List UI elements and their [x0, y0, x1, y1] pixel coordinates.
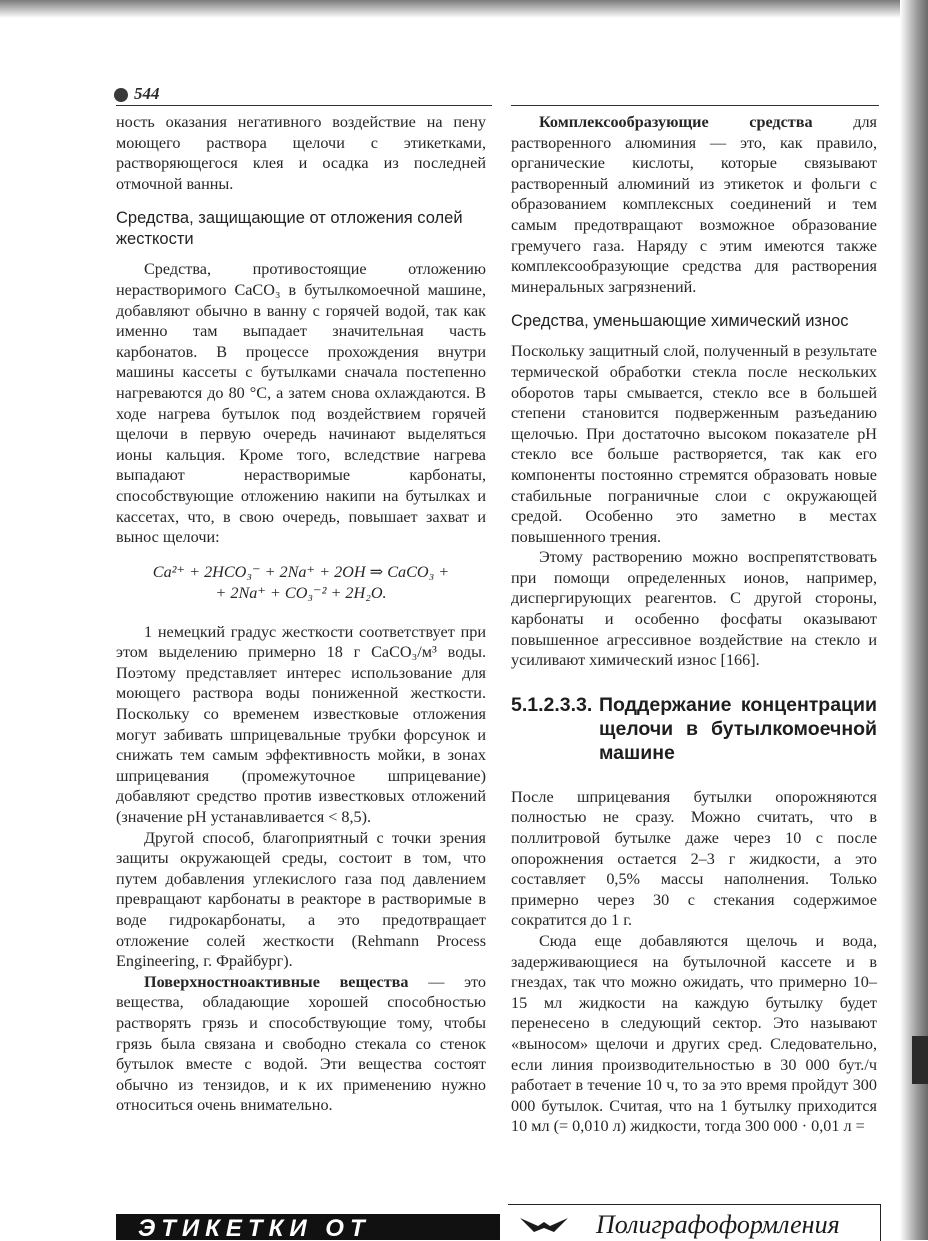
paragraph — [116, 972, 486, 1116]
paragraph: ность оказания негативного воздействие на пену моющего раствора щелочи с этикетками, растворяющегося клея и осадка из последней отмочной ванны. — [116, 113, 486, 193]
paragraph: Поскольку защитный слой, полученный в результате термической обработки стекла после нескольких оборотов тары смывается, стекло все в большей степени становится подверженным разъеданию щелочью. При достаточно высоком показателе pH стекло все больше растворяется, так как его компоненты постоянно стремятся образовать новые стабильные пограничные слои с окружающей средой. Особенно это заметно в местах повышенного трения. — [511, 342, 877, 546]
paragraph-lead: Поверхностноактивные вещества — [144, 972, 409, 991]
edge-thumb-tab — [912, 1036, 928, 1084]
page-header — [110, 84, 882, 106]
paragraph: После шприцевания бутылки опорожняются полностью не сразу. Можно считать, что в поллитровой бутылке даже через 10 с после опорожнения остается 2–3 г жидкости, а это составляет 0,5% массы наполнения. Только примерно через 30 с стекания содержимое сократится до 1 г. — [511, 787, 877, 930]
section-number: 5.1.2.3.3. — [511, 693, 593, 716]
footer-banner-left: ЭТИКЕТКИ ОТ — [116, 1214, 500, 1240]
subheading: Средства, защищающие от отложения солей жесткости — [116, 209, 463, 249]
header-rule-left — [116, 105, 492, 106]
footer-banner-right: Полиграфоформления — [596, 1210, 840, 1239]
equation-line: + 2Na⁺ + CO₃⁻² + 2H₂O. — [215, 583, 387, 602]
paragraph: Другой способ, благоприятный с точки зрения защиты окружающей среды, состоит в том, что путем добавления углекислого газа под давлением превращают карбонаты в реакторе в растворимые в воде гидрокарбонаты, а это предотвращает отложение солей жесткости (Rehmann Process Engineering, г. Фрайбург). — [116, 828, 486, 971]
bird-logo-icon — [518, 1212, 570, 1240]
paragraph: Этому растворению можно воспрепятствовать при помощи определенных ионов, например, диспергирующих реагентов. С другой стороны, карбонаты и особенно фосфаты оказывают повышенное агрессивное воздействие на стекло и усиливают химический износ [166]. — [511, 548, 877, 670]
paragraph-lead: Комплексообразующие средства — [539, 113, 813, 131]
right-column — [511, 112, 877, 1137]
section-heading — [511, 693, 877, 765]
left-column — [116, 112, 486, 1116]
page-marker-icon — [114, 88, 128, 102]
scan-top-shadow — [0, 0, 928, 18]
paragraph: 1 немецкий градус жесткости соответствует при этом выделению примерно 18 г CaCO₃/м³ воды. Поэтому представляет интерес использование для моющего раствора воды пониженной жесткости. Поскольку со временем известковые отложения могут забивать шприцевальные трубки форсунок и снижать тем самым эффективность мойки, в зонах шприцевания (промежуточное шприцевание) добавляют средство против известковых отложений (значение pH устанавливается < 8,5). — [116, 622, 486, 827]
paragraph — [511, 112, 877, 297]
paragraph-body: — это вещества, обладающие хорошей способностью растворять грязь и способствующие тому, чтобы грязь была связана и свободно стекала со стенок бутылок вместе с водой. Эти вещества состоят обычно из тензидов, и к их применению нужно относиться очень внимательно. — [116, 972, 486, 1115]
paragraph-body: для растворенного алюминия — это, как правило, органические кислоты, которые связывают растворенный алюминий из этикеток и фольги с образованием комплексных соединений и тем самым предотвращают возможное образование гремучего газа. Наряду с этим имеются также комплексообразующие средства для растворения минеральных загрязнений. — [511, 113, 877, 296]
paragraph: Средства, противостоящие отложению нерастворимого CaCO₃ в бутылкомоечной машине, добавляют обычно в ванну с горячей водой, так как именно там выпадает значительная часть карбонатов. В процессе прохождения внутри машины кассеты с бутылками сначала постепенно нагреваются до 80 °С, а затем снова охлаждаются. В ходе нагрева бутылок под воздействием горячей щелочи в первую очередь начинают выделяться ионы кальция. Кроме того, вследствие нагрева выпадают нерастворимые карбонаты, способствующие отложению накипи на бутылках и кассетах, что, в свою очередь, повышает захват и вынос щелочи: — [116, 260, 486, 547]
header-rule-right — [511, 105, 879, 106]
chemical-equation — [116, 562, 486, 604]
equation-line: Ca²⁺ + 2HCO₃⁻ + 2Na⁺ + 2OH ⇒ CaCO₃ + — [152, 562, 450, 581]
paragraph: Сюда еще добавляются щелочь и вода, задерживающиеся на бутылочной кассете и в гнездах, так что можно ожидать, что примерно 10–15 мл жидкости на каждую бутылку будет перенесено в следующий сектор. Это называют «выносом» щелочи и других сред. Следовательно, если линия производительностью в 30 000 бут./ч работает в течение 10 ч, то за это время пройдут 300 000 бутылок. Считая, что на 1 бутылку приходится 10 мл (= 0,010 л) жидкости, тогда 300 000 · 0,01 л = — [511, 932, 877, 1136]
page-number: 544 — [134, 84, 160, 103]
section-title: Поддержание концентрации щелочи в бутылкомоечной машине — [599, 693, 877, 764]
subheading: Средства, уменьшающие химический износ — [511, 312, 849, 331]
